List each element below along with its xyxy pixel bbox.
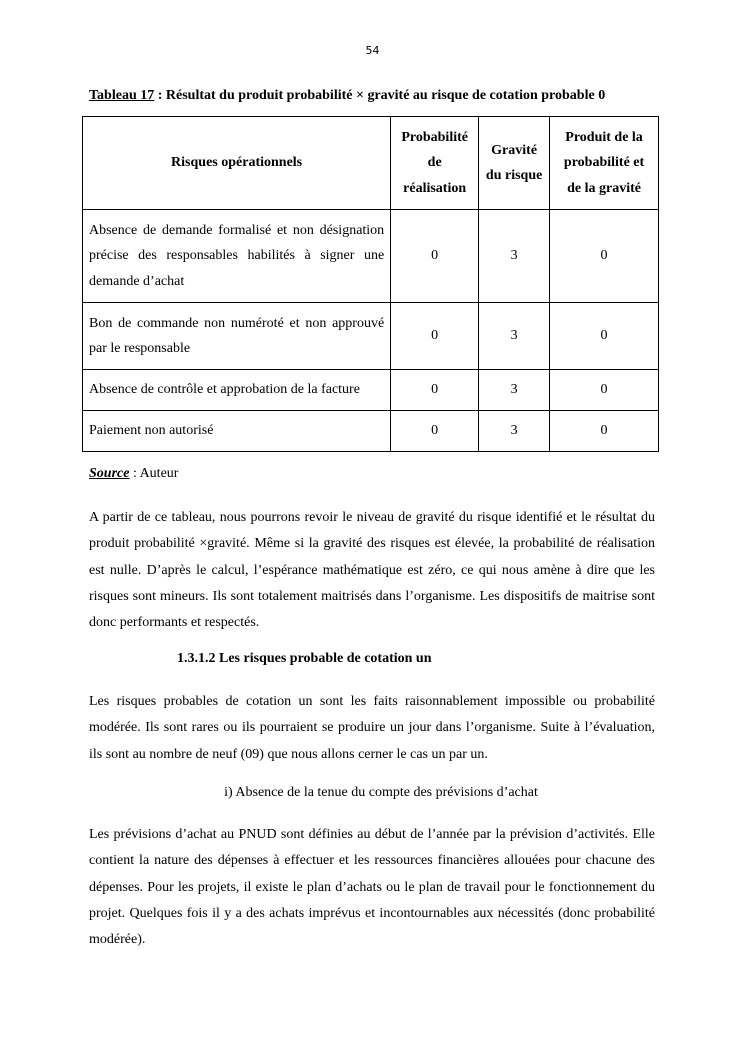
header-gravite: Gravité du risque [479, 117, 550, 210]
prob-cell: 0 [391, 370, 479, 411]
table-row [83, 370, 659, 411]
header-risques: Risques opérationnels [83, 117, 391, 210]
table-row [83, 210, 659, 303]
prod-cell: 0 [550, 411, 659, 452]
paragraph-1: A partir de ce tableau, nous pourrons revoir le niveau de gravité du risque identifié et le résultat du produit probabilité ×gravité. Même si la gravité des risques est élevée, la probabilité de réalisation est nulle. D’après le calcul, l’espérance mathématique est zéro, ce qui nous amène à dire que les risques sont mineurs. Ils sont totalement maitrisés dans l’organisme. Les dispositifs de maitrise sont donc performants et respectés. [89, 510, 655, 631]
subsection-heading: i) Absence de la tenue du compte des prévisions d’achat [224, 785, 538, 800]
table-caption-label: Tableau 17 [89, 88, 155, 103]
source-text: : Auteur [129, 466, 179, 481]
table-caption-text: : Résultat du produit probabilité × gravité au risque de cotation probable 0 [154, 88, 606, 103]
grav-cell: 3 [479, 411, 550, 452]
prob-cell: 0 [391, 411, 479, 452]
paragraph-3: Les prévisions d’achat au PNUD sont définies au début de l’année par la prévision d’activités. Elle contient la nature des dépenses à effectuer et les ressources financières allouées pour chacune des dépenses. Pour les projets, il existe le plan d’achats ou le plan de travail pour le fonctionnement du projet. Quelques fois il y a des achats imprévus et incontournables aux nécessités (donc probabilité modérée). [89, 827, 655, 948]
grav-cell: 3 [479, 303, 550, 370]
table-header-row [83, 117, 659, 210]
prod-cell: 0 [550, 303, 659, 370]
header-probabilite: Probabilité de réalisation [391, 117, 479, 210]
paragraph-2: Les risques probables de cotation un sont les faits raisonnablement impossible ou probabilité modérée. Ils sont rares ou ils pourraient se produire un jour dans l’organisme. Suite à l’évaluation, ils sont au nombre de neuf (09) que nous allons cerner le cas un par un. [89, 694, 655, 762]
risk-cell: Paiement non autorisé [83, 411, 391, 452]
table-row [83, 411, 659, 452]
grav-cell: 3 [479, 370, 550, 411]
prod-cell: 0 [550, 210, 659, 303]
header-produit: Produit de la probabilité et de la gravité [550, 117, 659, 210]
source-label: Source [89, 466, 130, 481]
source-line [89, 466, 178, 482]
table-row [83, 303, 659, 370]
risk-table [82, 116, 659, 452]
page-number: 54 [365, 44, 380, 57]
table-caption [89, 88, 659, 104]
prod-cell: 0 [550, 370, 659, 411]
section-heading: 1.3.1.2 Les risques probable de cotation un [177, 651, 432, 666]
prob-cell: 0 [391, 303, 479, 370]
risk-cell: Absence de demande formalisé et non désignation précise des responsables habilités à signer une demande d’achat [83, 210, 391, 303]
prob-cell: 0 [391, 210, 479, 303]
risk-cell: Bon de commande non numéroté et non approuvé par le responsable [83, 303, 391, 370]
grav-cell: 3 [479, 210, 550, 303]
risk-cell: Absence de contrôle et approbation de la facture [83, 370, 391, 411]
